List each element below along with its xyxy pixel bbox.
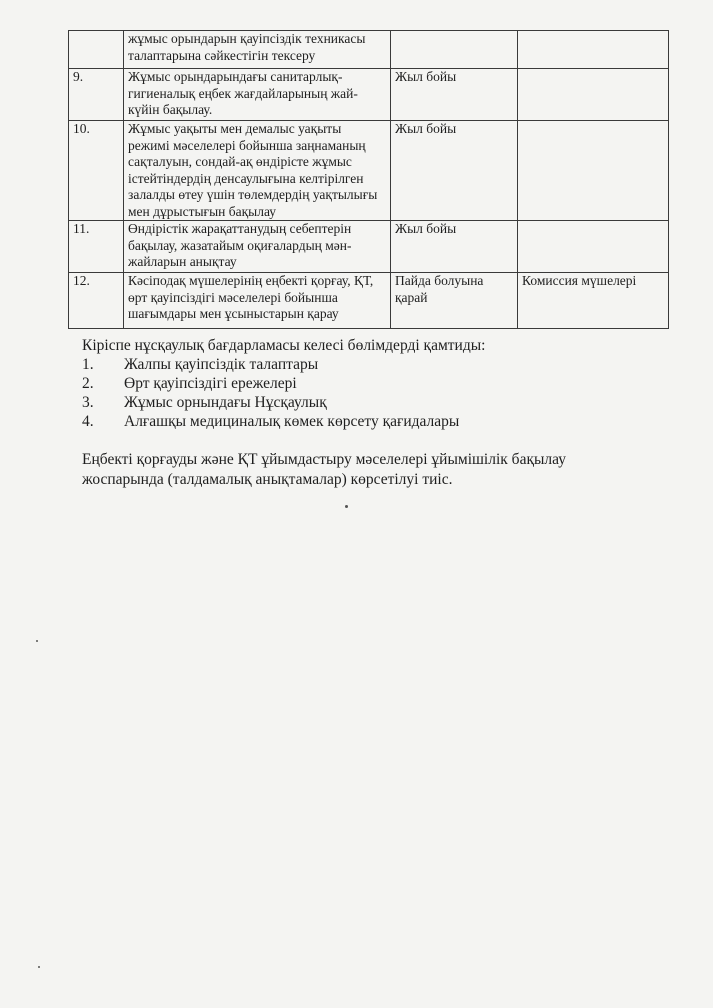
closing-paragraph — [82, 450, 642, 490]
list-item — [82, 412, 682, 431]
row-task: Жұмыс орындарындағы санитарлық-гигиеналық еңбек жағдайларының жай-күйін бақылау. — [124, 69, 391, 121]
intro-list — [82, 355, 682, 431]
row-task: Жұмыс уақыты мен демалыс уақыты режимі мәселелері бойынша заңнаманың сақталуын, сондай-ақ өндірісте жұмыс істейтіндердің денсаулығына келтірілген залалды өтеу үшін төлемдердің уақтылығы мен дұрыстығын бақылау — [124, 121, 391, 221]
row-number: 10. — [69, 121, 124, 221]
row-term: Жыл бойы — [391, 121, 518, 221]
table-row — [69, 121, 669, 221]
list-item-text: Жұмыс орнындағы Нұсқаулық — [124, 394, 327, 411]
intro-lead: Кіріспе нұсқаулық бағдарламасы келесі бөлімдерді қамтиды: — [82, 337, 486, 354]
row-number: 12. — [69, 273, 124, 329]
list-item-number: 2. — [82, 375, 94, 392]
row-number — [69, 31, 124, 69]
row-task: Кәсіподақ мүшелерінің еңбекті қорғау, ҚТ, өрт қауіпсіздігі мәселелері бойынша шағымдары мен ұсыныстарын қарау — [124, 273, 391, 329]
row-responsible — [518, 31, 669, 69]
scan-speck — [36, 640, 38, 642]
list-item-text: Алғашқы медициналық көмек көрсету қағидалары — [124, 413, 460, 430]
table-row — [69, 273, 669, 329]
scan-speck — [345, 505, 348, 508]
table-row — [69, 31, 669, 69]
row-term — [391, 31, 518, 69]
row-task: жұмыс орындарын қауіпсіздік техникасы талаптарына сәйкестігін тексеру — [124, 31, 391, 69]
row-term: Пайда болуына қарай — [391, 273, 518, 329]
row-responsible: Комиссия мүшелері — [518, 273, 669, 329]
closing-text: Еңбекті қорғауды және ҚТ ұйымдастыру мәселелері ұйымішілік бақылау жоспарында (талдамалық анықтамалар) көрсетілуі тиіс. — [82, 451, 566, 488]
row-number: 9. — [69, 69, 124, 121]
scan-speck — [38, 966, 40, 968]
list-item-number: 3. — [82, 394, 94, 411]
list-item-text: Өрт қауіпсіздігі ережелері — [124, 375, 297, 392]
list-item-number: 4. — [82, 413, 94, 430]
row-task: Өндірістік жарақаттанудың себептерін бақылау, жазатайым оқиғалардың мән-жайларын анықтау — [124, 221, 391, 273]
table-row — [69, 69, 669, 121]
row-responsible — [518, 121, 669, 221]
list-item — [82, 355, 682, 374]
intro-section — [82, 336, 682, 431]
row-term: Жыл бойы — [391, 69, 518, 121]
list-item-text: Жалпы қауіпсіздік талаптары — [124, 356, 319, 373]
list-item — [82, 393, 682, 412]
row-number: 11. — [69, 221, 124, 273]
table-row — [69, 221, 669, 273]
row-responsible — [518, 69, 669, 121]
list-item-number: 1. — [82, 356, 94, 373]
list-item — [82, 374, 682, 393]
row-term: Жыл бойы — [391, 221, 518, 273]
row-responsible — [518, 221, 669, 273]
control-plan-table — [68, 30, 669, 329]
